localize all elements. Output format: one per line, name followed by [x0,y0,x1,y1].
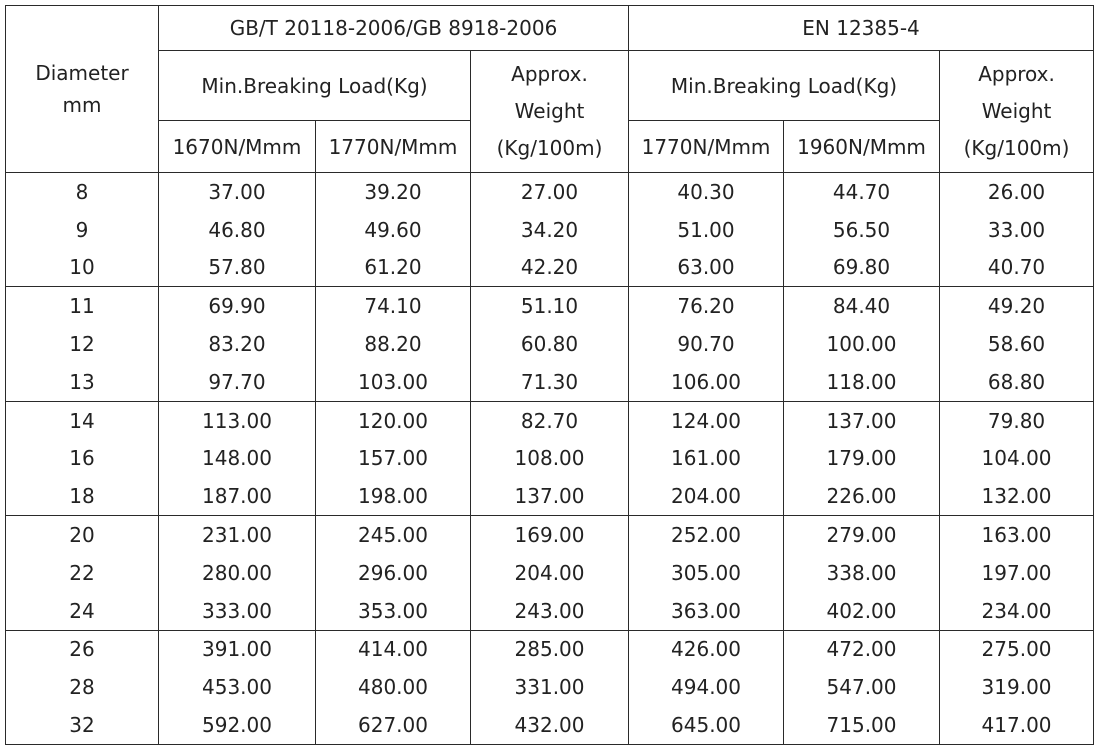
en-1770-load-cell: 124.00 [629,401,784,439]
en-1960-load-cell: 179.00 [784,440,940,478]
diameter-cell: 24 [6,592,159,630]
en-weight-cell: 49.20 [940,287,1094,325]
en-1960-load-cell: 338.00 [784,554,940,592]
gb-1770-load-cell: 39.20 [316,173,471,211]
en-weight-cell: 68.80 [940,363,1094,401]
row-group [6,401,1094,515]
gb-weight-cell: 243.00 [471,592,629,630]
gb-1770-load-cell: 480.00 [316,668,471,706]
en-1960-load-cell: 472.00 [784,630,940,668]
gb-1770-load-cell: 198.00 [316,477,471,515]
table-row [6,173,1094,211]
en-1960-load-cell: 84.40 [784,287,940,325]
gb-1770-load-cell: 88.20 [316,325,471,363]
gb-1670-load-cell: 37.00 [159,173,316,211]
en-weight-cell: 40.70 [940,249,1094,287]
gb-weight-cell: 60.80 [471,325,629,363]
gb-1770-load-cell: 414.00 [316,630,471,668]
diameter-cell: 12 [6,325,159,363]
en-1770-load-cell: 494.00 [629,668,784,706]
gb-approx-weight-header [471,51,629,173]
en-weight-cell: 33.00 [940,211,1094,249]
en-1770-load-cell: 63.00 [629,249,784,287]
en-1960-load-cell: 100.00 [784,325,940,363]
gb-1670-load-cell: 187.00 [159,477,316,515]
en-1770-load-cell: 161.00 [629,440,784,478]
gb-1670-load-cell: 69.90 [159,287,316,325]
gb-1670-load-cell: 113.00 [159,401,316,439]
gb-1770-load-cell: 627.00 [316,706,471,744]
gb-weight-cell: 137.00 [471,477,629,515]
gb-1670-load-cell: 83.20 [159,325,316,363]
gb-1670-load-cell: 97.70 [159,363,316,401]
gb-1770-load-cell: 61.20 [316,249,471,287]
table-row [6,630,1094,668]
diameter-cell: 18 [6,477,159,515]
en-1770-load-cell: 305.00 [629,554,784,592]
row-group [6,516,1094,630]
en-weight-cell: 417.00 [940,706,1094,744]
table-row [6,363,1094,401]
en-1770-load-cell: 90.70 [629,325,784,363]
en-min-breaking-load-header: Min.Breaking Load(Kg) [629,51,940,121]
table-row [6,668,1094,706]
en-1770-load-cell: 426.00 [629,630,784,668]
en-1770-load-cell: 51.00 [629,211,784,249]
table-row [6,440,1094,478]
en-1960-load-cell: 137.00 [784,401,940,439]
diameter-cell: 32 [6,706,159,744]
en-approx-weight-line1: Approx. Weight [978,62,1055,123]
gb-approx-weight-line1: Approx. Weight [511,62,588,123]
en-1960-load-cell: 715.00 [784,706,940,744]
en-weight-cell: 319.00 [940,668,1094,706]
gb-1670-load-cell: 148.00 [159,440,316,478]
diameter-cell: 11 [6,287,159,325]
gb-weight-cell: 51.10 [471,287,629,325]
row-group [6,173,1094,287]
gb-1670-load-cell: 46.80 [159,211,316,249]
gb-1670-load-cell: 57.80 [159,249,316,287]
gb-1670-load-cell: 391.00 [159,630,316,668]
gb-weight-cell: 27.00 [471,173,629,211]
gb-weight-cell: 285.00 [471,630,629,668]
diameter-cell: 8 [6,173,159,211]
table-row [6,477,1094,515]
table-row [6,516,1094,554]
en-1770-load-cell: 76.20 [629,287,784,325]
gb-1770-load-cell: 353.00 [316,592,471,630]
row-group [6,287,1094,401]
diameter-cell: 16 [6,440,159,478]
diameter-cell: 20 [6,516,159,554]
en-standard-header: EN 12385-4 [629,6,1094,51]
en-1770-load-cell: 204.00 [629,477,784,515]
en-1960-load-cell: 279.00 [784,516,940,554]
wire-rope-spec-table [5,5,1094,745]
en-1960-load-cell: 547.00 [784,668,940,706]
gb-1770-load-cell: 245.00 [316,516,471,554]
en-1960-load-cell: 118.00 [784,363,940,401]
table-row [6,325,1094,363]
diameter-cell: 10 [6,249,159,287]
gb-1770-load-cell: 103.00 [316,363,471,401]
en-grade-1770-header: 1770N/Mmm [629,121,784,173]
gb-approx-weight-line2: (Kg/100m) [496,136,603,160]
table-row [6,554,1094,592]
diameter-cell: 9 [6,211,159,249]
gb-1670-load-cell: 231.00 [159,516,316,554]
en-1960-load-cell: 226.00 [784,477,940,515]
en-weight-cell: 104.00 [940,440,1094,478]
diameter-cell: 28 [6,668,159,706]
gb-1770-load-cell: 120.00 [316,401,471,439]
gb-min-breaking-load-header: Min.Breaking Load(Kg) [159,51,471,121]
gb-grade-1770-header: 1770N/Mmm [316,121,471,173]
table-row [6,287,1094,325]
gb-1670-load-cell: 453.00 [159,668,316,706]
diameter-cell: 13 [6,363,159,401]
row-group [6,630,1094,744]
en-1770-load-cell: 40.30 [629,173,784,211]
en-weight-cell: 132.00 [940,477,1094,515]
en-approx-weight-line2: (Kg/100m) [963,136,1070,160]
gb-1770-load-cell: 49.60 [316,211,471,249]
gb-weight-cell: 71.30 [471,363,629,401]
diameter-cell: 14 [6,401,159,439]
en-weight-cell: 234.00 [940,592,1094,630]
gb-weight-cell: 204.00 [471,554,629,592]
gb-standard-header: GB/T 20118-2006/GB 8918-2006 [159,6,629,51]
en-weight-cell: 79.80 [940,401,1094,439]
en-weight-cell: 26.00 [940,173,1094,211]
en-weight-cell: 197.00 [940,554,1094,592]
gb-weight-cell: 169.00 [471,516,629,554]
table-row [6,211,1094,249]
en-1770-load-cell: 252.00 [629,516,784,554]
gb-1770-load-cell: 74.10 [316,287,471,325]
en-1770-load-cell: 645.00 [629,706,784,744]
table-row [6,401,1094,439]
gb-1770-load-cell: 157.00 [316,440,471,478]
en-weight-cell: 275.00 [940,630,1094,668]
en-approx-weight-header [940,51,1094,173]
diameter-cell: 26 [6,630,159,668]
gb-1670-load-cell: 592.00 [159,706,316,744]
en-1960-load-cell: 44.70 [784,173,940,211]
diameter-header-label: Diameter mm [35,61,129,117]
gb-1670-load-cell: 280.00 [159,554,316,592]
gb-weight-cell: 108.00 [471,440,629,478]
diameter-cell: 22 [6,554,159,592]
en-1960-load-cell: 56.50 [784,211,940,249]
en-1960-load-cell: 69.80 [784,249,940,287]
en-1770-load-cell: 106.00 [629,363,784,401]
en-grade-1960-header: 1960N/Mmm [784,121,940,173]
en-1960-load-cell: 402.00 [784,592,940,630]
table-row [6,249,1094,287]
gb-weight-cell: 42.20 [471,249,629,287]
en-1770-load-cell: 363.00 [629,592,784,630]
gb-weight-cell: 432.00 [471,706,629,744]
gb-1670-load-cell: 333.00 [159,592,316,630]
diameter-header [6,6,159,173]
gb-weight-cell: 82.70 [471,401,629,439]
en-weight-cell: 58.60 [940,325,1094,363]
gb-weight-cell: 34.20 [471,211,629,249]
table-row [6,706,1094,744]
gb-grade-1670-header: 1670N/Mmm [159,121,316,173]
en-weight-cell: 163.00 [940,516,1094,554]
gb-1770-load-cell: 296.00 [316,554,471,592]
table-row [6,592,1094,630]
gb-weight-cell: 331.00 [471,668,629,706]
